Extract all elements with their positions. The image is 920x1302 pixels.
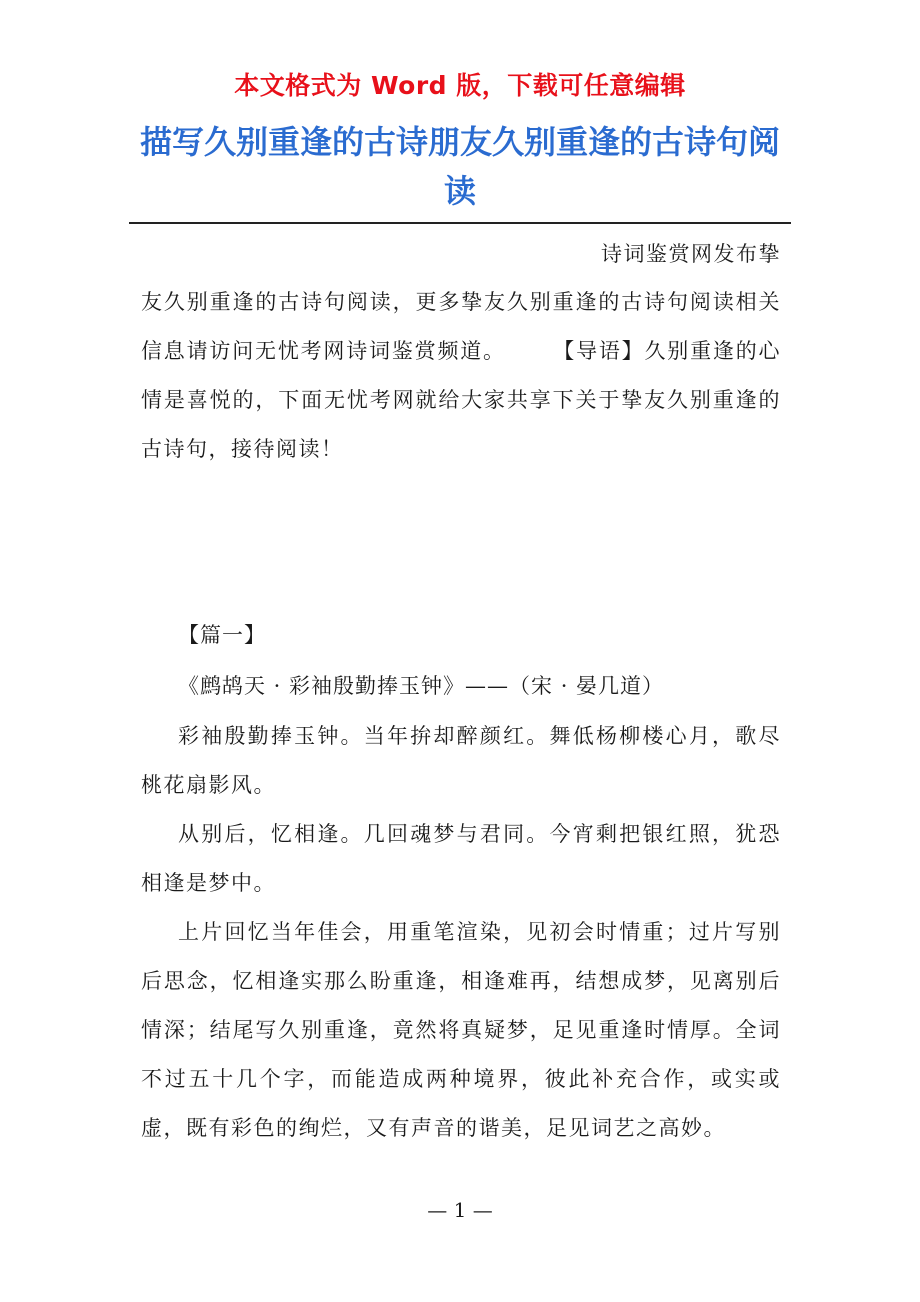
intro-paragraph: 友久别重逢的古诗句阅读，更多挚友久别重逢的古诗句阅读相关信息请访问无忧考网诗词鉴赏频道。 【导语】久别重逢的心情是喜悦的，下面无忧考网就给大家共享下关于挚友久别重逢的古诗句，接待阅读！: [141, 290, 781, 461]
title-divider: [129, 222, 791, 224]
section-heading: 【篇一】: [178, 623, 266, 647]
page-number: — 1 —: [427, 1198, 493, 1222]
poem-title: 《鹧鸪天 · 彩袖殷勤捧玉钟》——（宋 · 晏几道）: [178, 674, 665, 698]
commentary-paragraph: 上片回忆当年佳会，用重笔渲染，见初会时情重；过片写别后思念，忆相逢实那么盼重逢，相逢难再，结想成梦，见离别后情深；结尾写久别重逢，竟然将真疑梦，足见重逢时情厚。全词不过五十几个字，而能造成两种境界，彼此补充合作，或实或虚，既有彩色的绚烂，又有声音的谐美，足见词艺之高妙。: [141, 920, 781, 1140]
format-banner: 本文格式为 Word 版，下载可任意编辑: [234, 71, 686, 100]
poem-body: [141, 712, 781, 1153]
publisher-line: 诗词鉴赏网发布挚: [601, 242, 781, 266]
document-title: 描写久别重逢的古诗朋友久别重逢的古诗句阅读: [139, 123, 780, 210]
poem-stanza-1: 彩袖殷勤捧玉钟。当年拚却醉颜红。舞低杨柳楼心月，歌尽桃花扇影风。: [141, 724, 781, 797]
poem-stanza-2: 从别后，忆相逢。几回魂梦与君同。今宵剩把银红照，犹恐相逢是梦中。: [141, 822, 781, 895]
